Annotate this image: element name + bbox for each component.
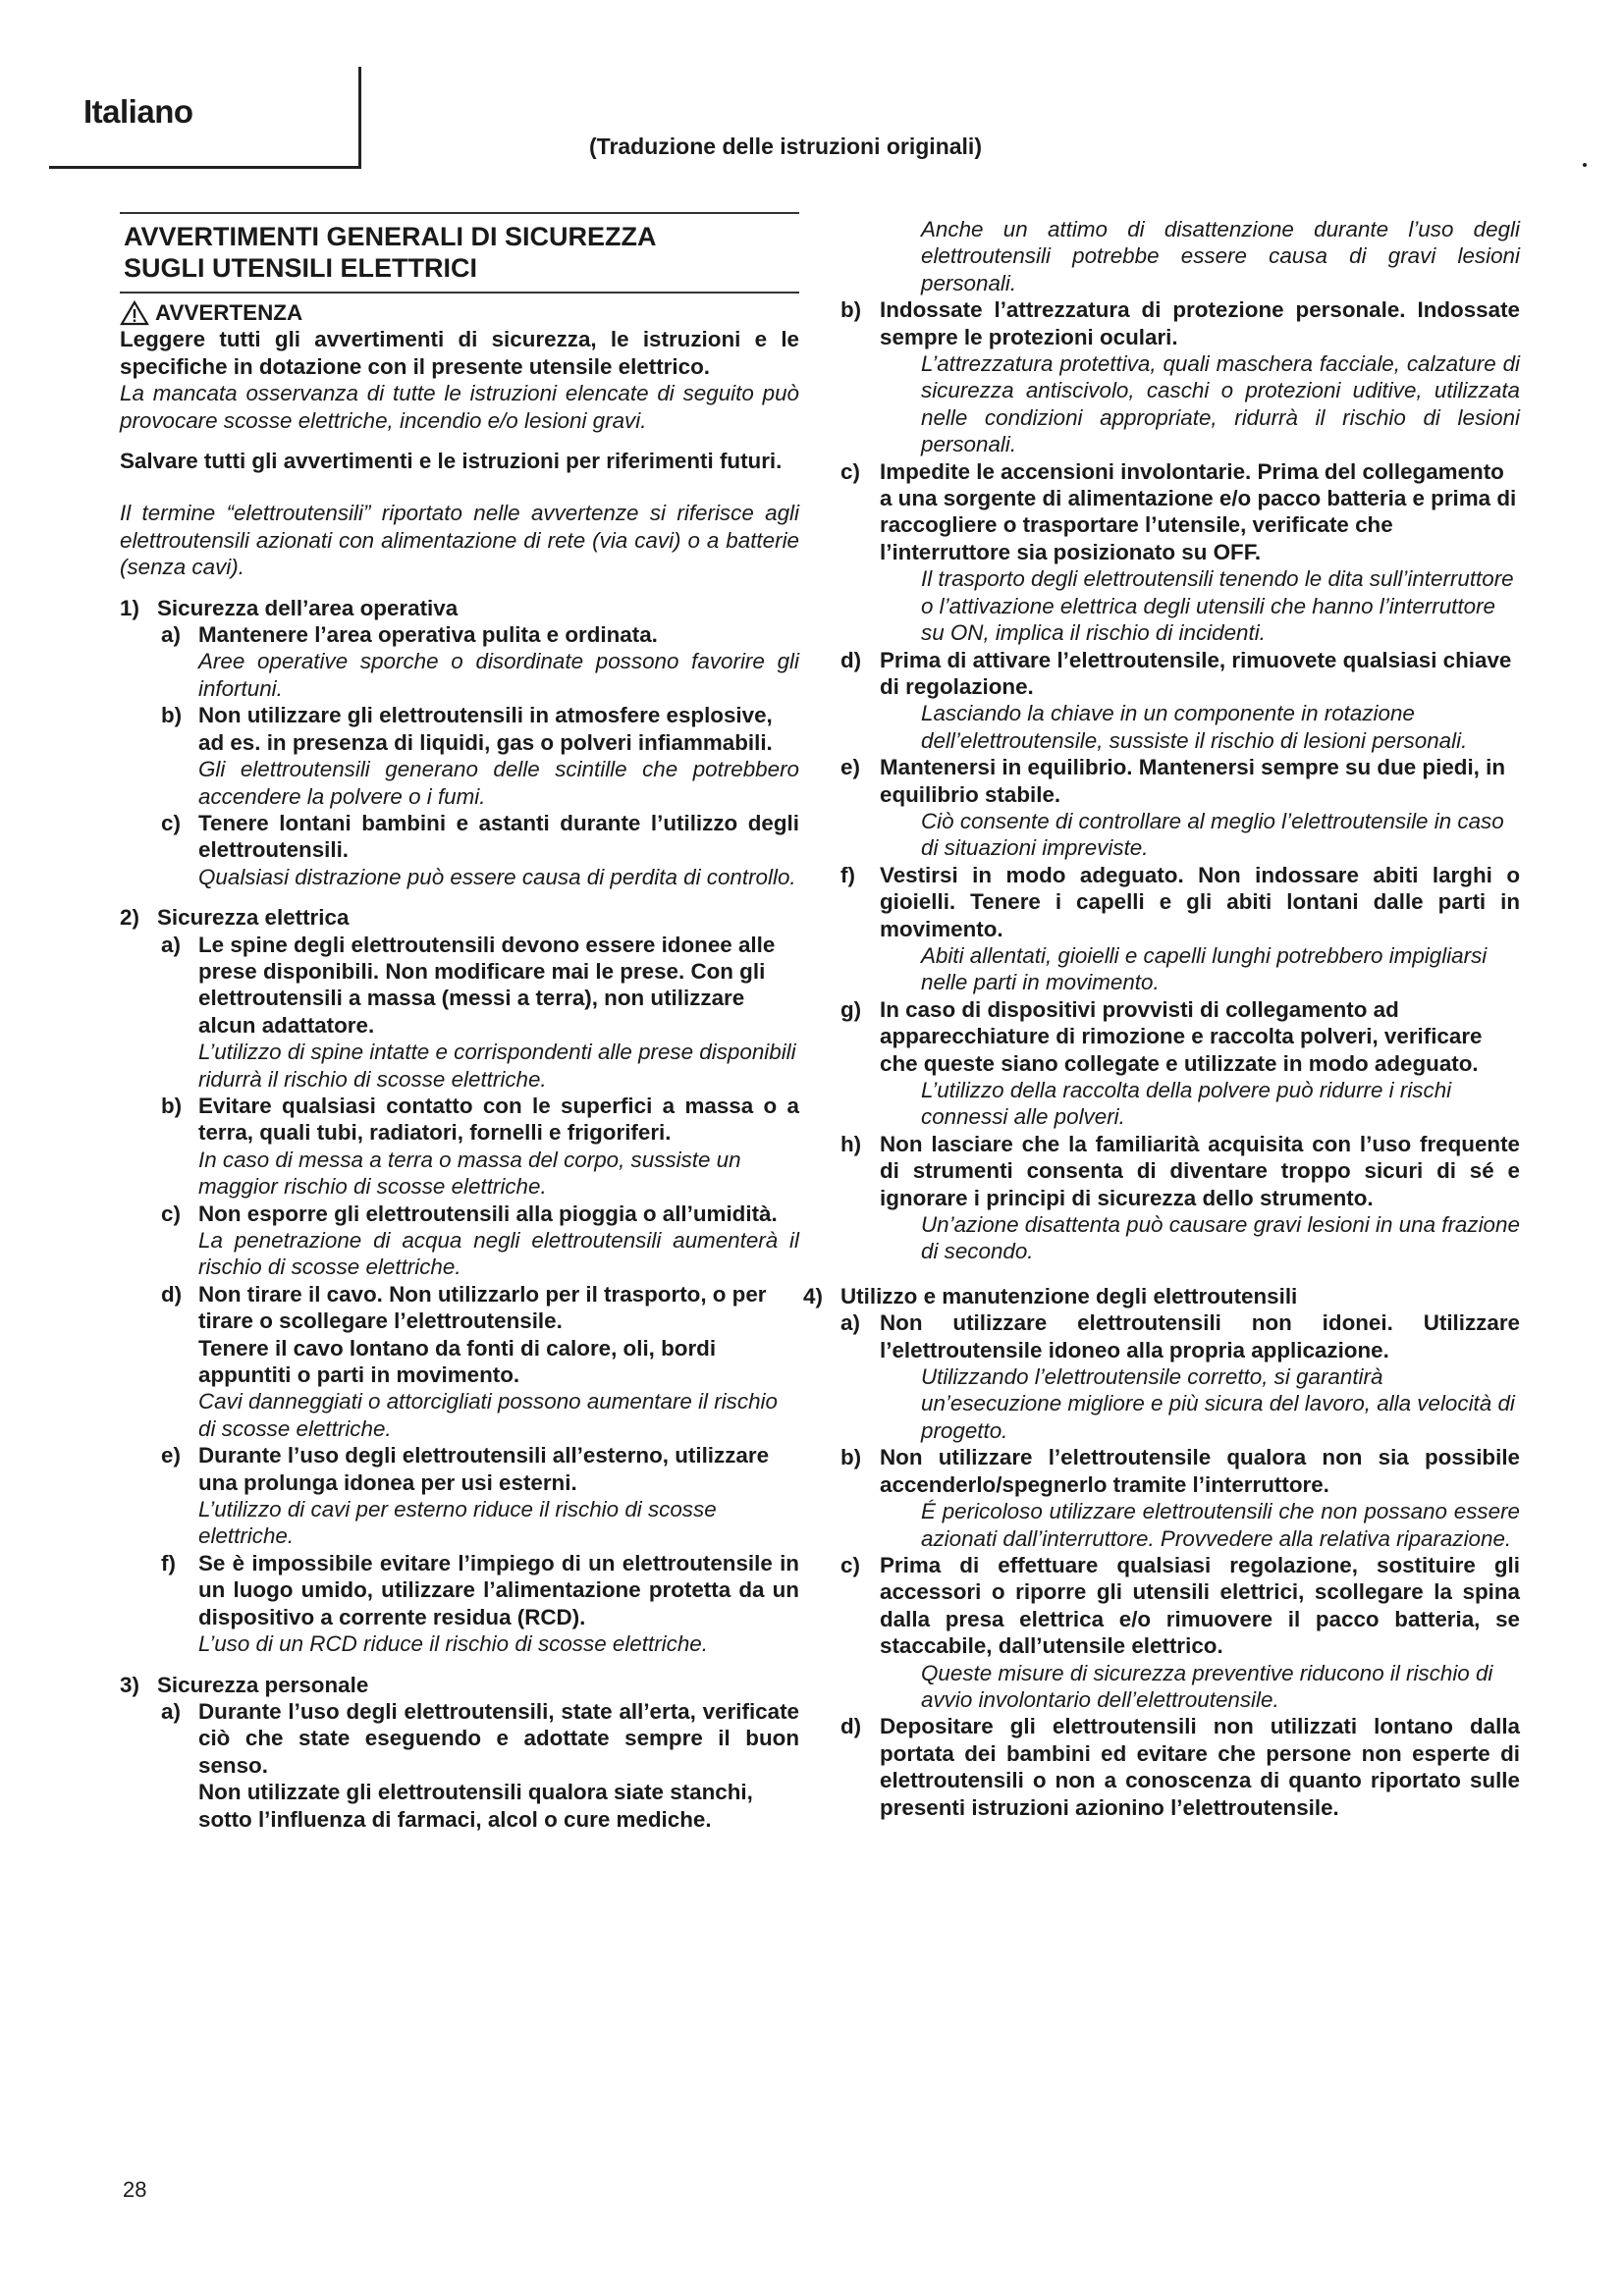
right-column xyxy=(803,216,1520,1821)
item-4d xyxy=(840,1713,1520,1821)
section-heading-text: Sicurezza elettrica xyxy=(157,905,350,931)
item-note: L’utilizzo di spine intatte e corrispondenti alle prese disponibili ridurrà il rischio di scosse elettriche. xyxy=(198,1040,796,1092)
section-heading-text: Sicurezza personale xyxy=(157,1672,369,1697)
item-note: Qualsiasi distrazione può essere causa di perdita di controllo. xyxy=(198,864,796,889)
item-3e xyxy=(840,754,1520,808)
item-label: d) xyxy=(840,647,862,672)
term-definition: Il termine “elettroutensili” riportato nelle avvertenze si riferisce agli elettroutensili azionati con alimentazione di rete (via cavi) o a batterie (senza cavi). xyxy=(120,501,799,580)
item-instruction: Non utilizzare elettroutensili non idonei. Utilizzare l’elettroutensile idoneo alla propria applicazione. xyxy=(880,1310,1520,1362)
item-3c xyxy=(840,458,1520,566)
title-bottom-rule xyxy=(120,292,799,294)
item-1b xyxy=(161,702,799,756)
item-1c xyxy=(161,810,799,864)
item-instruction: Non tirare il cavo. Non utilizzarlo per il trasporto, o per tirare o scollegare l’elettroutensile. xyxy=(198,1281,767,1334)
item-instruction: Prima di effettuare qualsiasi regolazione, sostituire gli accessori o riporre gli utensili elettrici, scollegare la spina dalla presa elettrica e/o rimuovere il pacco batteria, se staccabile, dall’utensile elettrico. xyxy=(880,1552,1520,1659)
item-instruction: Durante l’uso degli elettroutensili, state all’erta, verificate ciò che state eseguendo e adottate sempre il buon senso. xyxy=(198,1698,799,1778)
item-3d xyxy=(840,647,1520,701)
section-1-heading xyxy=(120,595,799,621)
item-4c xyxy=(840,1552,1520,1660)
item-note: Il trasporto degli elettroutensili tenendo le dita sull’interruttore o l’attivazione elettrica degli utensili che hanno l’interruttore su ON, implica il rischio di incidenti. xyxy=(921,566,1514,646)
item-2e xyxy=(161,1442,799,1496)
item-instruction-2: Non utilizzate gli elettroutensili qualora siate stanchi, sotto l’influenza di farmaci, alcol o cure mediche. xyxy=(198,1780,753,1832)
item-label: a) xyxy=(840,1310,860,1336)
item-instruction: Non utilizzare l’elettroutensile qualora non sia possibile accenderlo/spegnerlo tramite l’interruttore. xyxy=(880,1445,1520,1497)
item-label: e) xyxy=(161,1443,181,1468)
item-label: c) xyxy=(840,1552,860,1577)
item-instruction: Impedite le accensioni involontarie. Prima del collegamento a una sorgente di alimentazione e/o pacco batteria e prima di raccogliere o trasportare l’utensile, verificate che l’interruttore sia posizionato su OFF. xyxy=(880,458,1517,564)
section-2-heading xyxy=(120,904,799,931)
item-note: L’attrezzatura protettiva, quali maschera facciale, calzature di sicurezza antiscivolo, caschi o protezioni uditive, utilizzata nelle condizioni appropriate, ridurrà il rischio di lesioni personali. xyxy=(921,351,1520,457)
item-note: L’utilizzo della raccolta della polvere può ridurre i rischi connessi alle polveri. xyxy=(921,1078,1452,1130)
item-label: c) xyxy=(161,810,181,835)
margin-dot xyxy=(1583,163,1587,167)
item-3h xyxy=(840,1131,1520,1211)
item-3g xyxy=(840,996,1520,1077)
item-instruction: Non utilizzare gli elettroutensili in atmosfere esplosive, ad es. in presenza di liquidi, gas o polveri infiammabili. xyxy=(198,703,773,755)
item-label: h) xyxy=(840,1131,862,1156)
section-number: 4) xyxy=(803,1283,823,1308)
item-label: b) xyxy=(840,1445,862,1470)
item-note: Ciò consente di controllare al meglio l’elettroutensile in caso di situazioni impreviste. xyxy=(921,808,1504,861)
item-2c xyxy=(161,1201,799,1227)
item-4b xyxy=(840,1444,1520,1498)
item-note: Queste misure di sicurezza preventive riducono il rischio di avvio involontario dell’elettroutensile. xyxy=(921,1660,1493,1712)
item-4a xyxy=(840,1309,1520,1363)
item-label: b) xyxy=(840,297,862,323)
item-instruction: Evitare qualsiasi contatto con le superfici a massa o a terra, quali tubi, radiatori, fornelli e frigoriferi. xyxy=(198,1093,799,1146)
item-label: b) xyxy=(161,1093,183,1118)
item-instruction: Durante l’uso degli elettroutensili all’esterno, utilizzare una prolunga idonea per usi esterni. xyxy=(198,1443,770,1495)
item-label: f) xyxy=(840,862,855,887)
item-1a xyxy=(161,621,799,648)
warning-heading xyxy=(120,299,799,326)
warning-triangle-icon xyxy=(120,300,149,326)
item-note: Un’azione disattenta può causare gravi lesioni in una frazione di secondo. xyxy=(921,1212,1520,1264)
item-label: d) xyxy=(840,1714,862,1739)
item-2f xyxy=(161,1550,799,1630)
item-note: Anche un attimo di disattenzione durante l’uso degli elettroutensili potrebbe essere causa di gravi lesioni personali. xyxy=(921,217,1520,295)
section-title-line1: AVVERTIMENTI GENERALI DI SICUREZZA xyxy=(124,222,657,251)
section-number: 2) xyxy=(120,905,139,931)
item-label: g) xyxy=(840,996,862,1022)
item-instruction: Le spine degli elettroutensili devono essere idonee alle prese disponibili. Non modificare mai le prese. Con gli elettroutensili a massa (messi a terra), non utilizzare alcun adattatore. xyxy=(198,932,776,1038)
warning-consequence: La mancata osservanza di tutte le istruzioni elencate di seguito può provocare scosse elettriche, incendio e/o lesioni gravi. xyxy=(120,381,799,433)
item-label: d) xyxy=(161,1281,183,1307)
section-number: 3) xyxy=(120,1672,139,1697)
item-label: e) xyxy=(840,755,860,780)
item-instruction: Se è impossibile evitare l’impiego di un elettroutensile in un luogo umido, utilizzare l’alimentazione protetta da un dispositivo a corrente residua (RCD). xyxy=(198,1550,799,1629)
item-instruction: Non lasciare che la familiarità acquisita con l’uso frequente di strumenti consenta di diventare troppo sicuri di sé e ignorare i principi di sicurezza dello strumento. xyxy=(880,1131,1520,1210)
item-note: Utilizzando l’elettroutensile corretto, si garantirà un’esecuzione migliore e più sicura del lavoro, alla velocità di progetto. xyxy=(921,1364,1515,1443)
warning-instructions: Leggere tutti gli avvertimenti di sicurezza, le istruzioni e le specifiche in dotazione con il presente utensile elettrico. xyxy=(120,327,799,379)
item-label: f) xyxy=(161,1550,176,1575)
item-2a xyxy=(161,932,799,1040)
save-instructions: Salvare tutti gli avvertimenti e le istruzioni per riferimenti futuri. xyxy=(120,449,783,474)
item-2b xyxy=(161,1093,799,1147)
item-2d xyxy=(161,1281,799,1389)
section-number: 1) xyxy=(120,595,139,620)
item-instruction: Vestirsi in modo adeguato. Non indossare abiti larghi o gioielli. Tenere i capelli e gli abiti lontani dalle parti in movimento. xyxy=(880,862,1520,941)
item-3b xyxy=(840,296,1520,350)
item-note: Gli elettroutensili generano delle scintille che potrebbero accendere la polvere o i fumi. xyxy=(198,757,799,809)
item-instruction: Depositare gli elettroutensili non utilizzati lontano dalla portata dei bambini ed evitare che persone non esperte di elettroutensili o non a conoscenza di quanto riportato sulle presenti istruzioni azionino l’elettroutensile. xyxy=(880,1714,1520,1820)
item-label: a) xyxy=(161,1698,181,1724)
item-3a xyxy=(161,1698,799,1833)
section-4-heading xyxy=(803,1283,1520,1309)
item-note: L’utilizzo di cavi per esterno riduce il rischio di scosse elettriche. xyxy=(198,1497,717,1549)
language-title: Italiano xyxy=(83,93,193,130)
left-column xyxy=(120,212,799,1833)
section-heading-text: Utilizzo e manutenzione degli elettroutensili xyxy=(840,1283,1298,1308)
item-note: Lasciando la chiave in un componente in rotazione dell’elettroutensile, sussiste il rischio di lesioni personali. xyxy=(921,701,1468,753)
item-instruction: Mantenersi in equilibrio. Mantenersi sempre su due piedi, in equilibrio stabile. xyxy=(880,755,1506,807)
item-label: b) xyxy=(161,703,183,728)
item-label: a) xyxy=(161,932,181,957)
item-instruction: Indossate l’attrezzatura di protezione personale. Indossate sempre le protezioni oculari. xyxy=(880,297,1520,349)
item-instruction: Mantenere l’area operativa pulita e ordinata. xyxy=(198,622,658,648)
item-instruction-2: Tenere il cavo lontano da fonti di calore, oli, bordi appuntiti o parti in movimento. xyxy=(198,1335,717,1388)
section-title xyxy=(120,214,799,292)
item-note: Aree operative sporche o disordinate possono favorire gli infortuni. xyxy=(198,649,799,701)
item-3f xyxy=(840,862,1520,942)
item-instruction: Prima di attivare l’elettroutensile, rimuovete qualsiasi chiave di regolazione. xyxy=(880,647,1512,699)
item-note: Abiti allentati, gioielli e capelli lunghi potrebbero impigliarsi nelle parti in movimento. xyxy=(921,942,1488,995)
warning-label: AVVERTENZA xyxy=(155,300,303,325)
item-label: a) xyxy=(161,622,181,648)
item-note: L’uso di un RCD riduce il rischio di scosse elettriche. xyxy=(198,1631,708,1657)
item-label: c) xyxy=(161,1201,181,1226)
item-note: La penetrazione di acqua negli elettroutensili aumenterà il rischio di scosse elettriche. xyxy=(198,1228,799,1280)
section-heading-text: Sicurezza dell’area operativa xyxy=(157,595,459,620)
document-subtitle: (Traduzione delle istruzioni originali) xyxy=(589,133,982,159)
item-note: Cavi danneggiati o attorcigliati possono aumentare il rischio di scosse elettriche. xyxy=(198,1389,778,1441)
item-label: c) xyxy=(840,458,860,484)
section-title-line2: SUGLI UTENSILI ELETTRICI xyxy=(124,253,478,283)
item-note: É pericoloso utilizzare elettroutensili che non possano essere azionati dall’interruttore. Provvedere alla relativa riparazione. xyxy=(921,1499,1520,1551)
item-note: In caso di messa a terra o massa del corpo, sussiste un maggior rischio di scosse elettriche. xyxy=(198,1147,741,1200)
item-instruction: Non esporre gli elettroutensili alla pioggia o all’umidità. xyxy=(198,1201,778,1226)
item-instruction: Tenere lontani bambini e astanti durante l’utilizzo degli elettroutensili. xyxy=(198,810,799,863)
section-3-heading xyxy=(120,1672,799,1698)
item-instruction: In caso di dispositivi provvisti di collegamento ad apparecchiature di rimozione e raccolta polveri, verificare che queste siano collegate e utilizzate in modo adeguato. xyxy=(880,996,1483,1076)
page-number: 28 xyxy=(123,2177,147,2202)
